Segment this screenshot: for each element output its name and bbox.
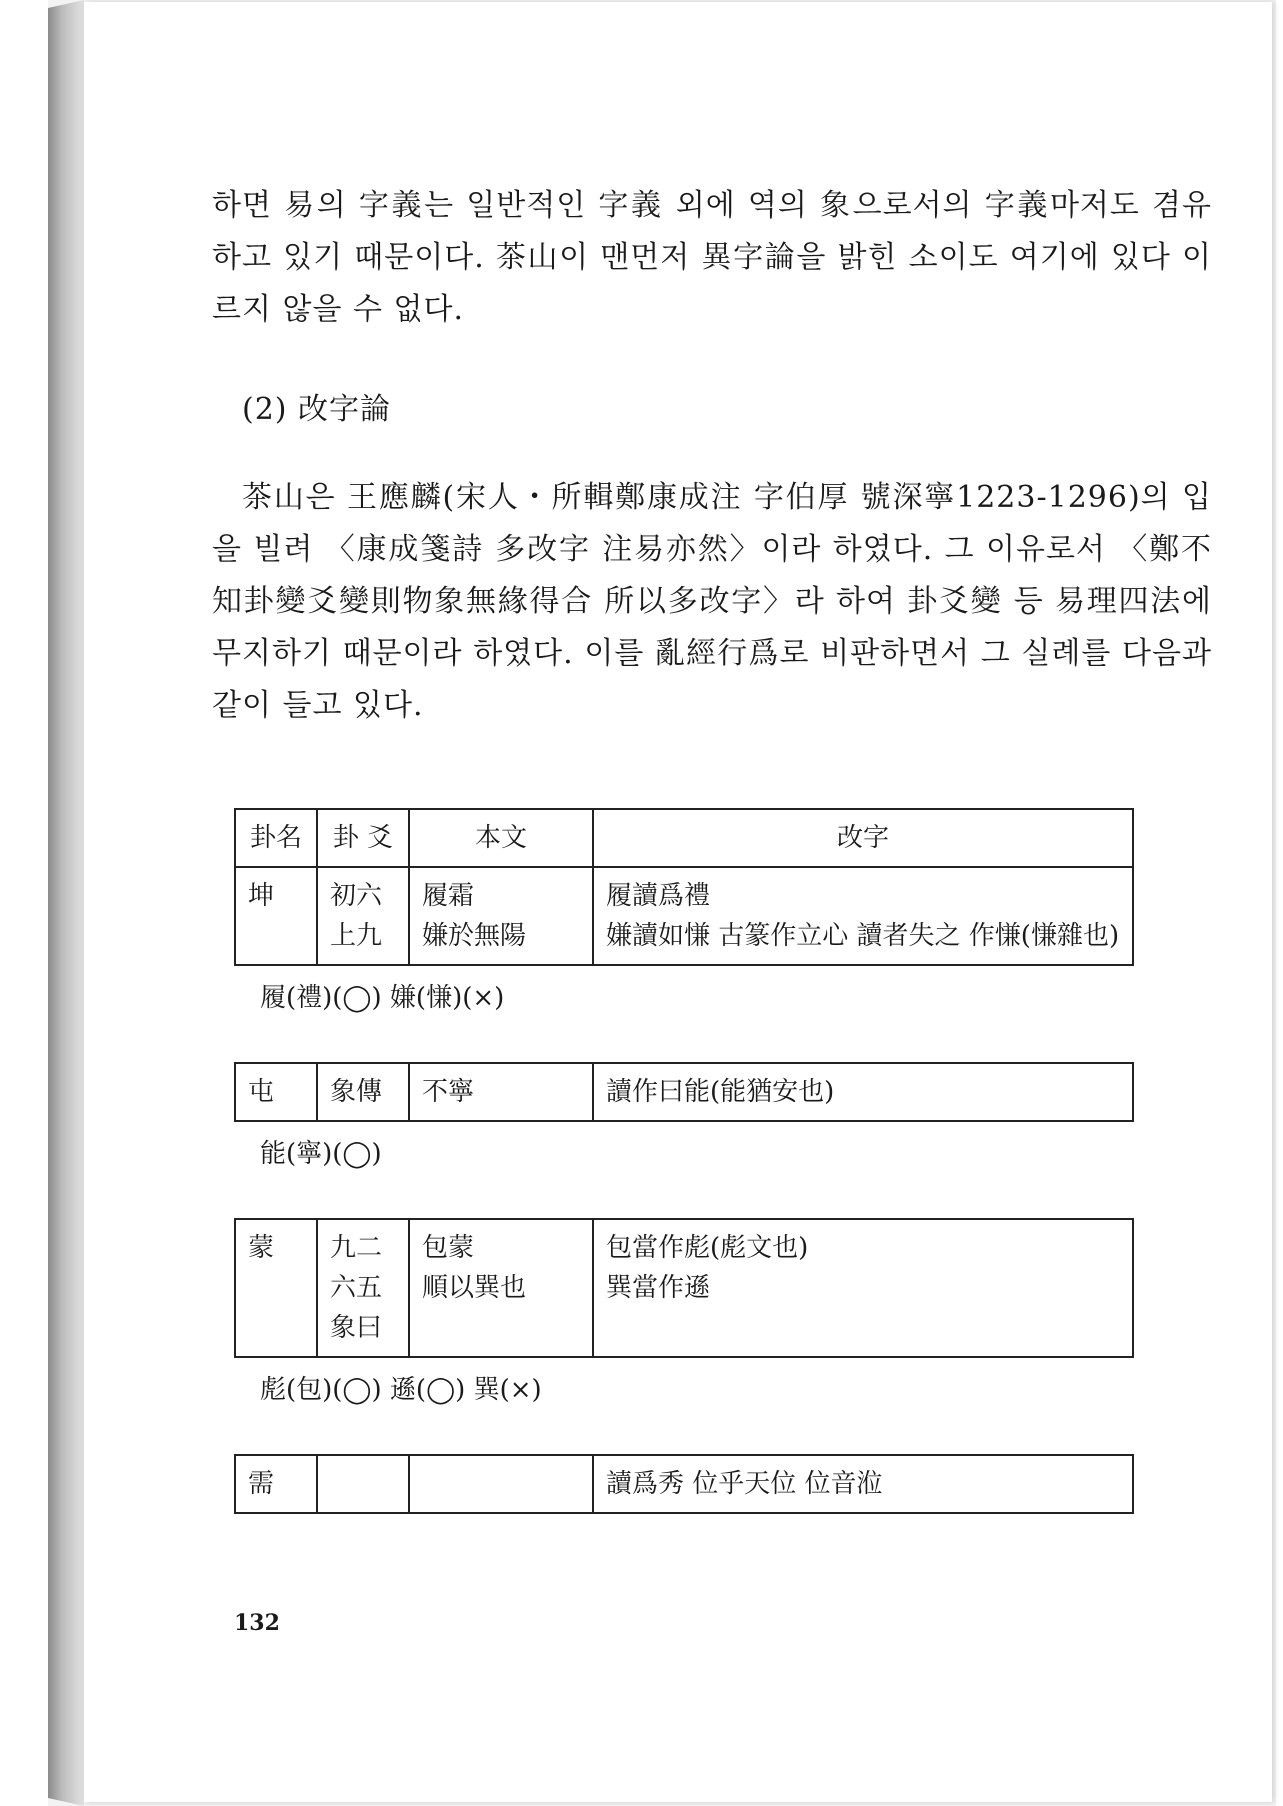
book-page (84, 2, 1272, 1802)
yao-line: 象傳 (330, 1077, 383, 1107)
gua-table-xu (234, 1454, 1134, 1514)
page-content (212, 180, 1212, 1514)
text-cell (409, 1455, 593, 1513)
text-line: 順以巽也 (422, 1273, 527, 1303)
yao-line: 象曰 (330, 1313, 383, 1343)
table-header-row (235, 809, 1133, 867)
yao-cell (317, 867, 409, 965)
gua-table-kun (234, 808, 1134, 966)
gua-table-zhun (234, 1062, 1134, 1122)
table-note: 能(寧)(◯) (260, 1139, 382, 1169)
text-line: 履霜 (422, 881, 475, 911)
header-gua-yao: 卦 爻 (317, 809, 409, 867)
change-line: 包當作彪(彪文也) (606, 1233, 809, 1263)
section-heading: (2) 改字論 (242, 392, 392, 427)
text-cell (409, 867, 593, 965)
yao-line: 九二 (330, 1233, 383, 1263)
gua-name-cell: 坤 (235, 867, 317, 965)
change-line: 嫌讀如慊 古篆作立心 讀者失之 作慊(慊雜也) (606, 921, 1120, 951)
text-cell (409, 1219, 593, 1357)
yao-cell (317, 1219, 409, 1357)
paragraph-2: 茶山은 王應麟(宋人・所輯鄭康成注 字伯厚 號深寧1223-1296)의 입을 빌려 〈康成箋詩 多改字 注易亦然〉이라 하였다. 그 이유로서 〈鄭不知卦變爻變則物象無緣得合 所以多改字〉라 하여 卦爻變 등 易理四法에 무지하기 때문이라 하였다. 이를 亂經行爲로 비판하면서 그 실례를 다음과 같이 들고 있다. (212, 480, 1212, 723)
gua-name-cell: 蒙 (235, 1219, 317, 1357)
yao-line: 初六 (330, 881, 383, 911)
change-cell (593, 867, 1133, 965)
yao-cell (317, 1455, 409, 1513)
table-row (235, 1219, 1133, 1357)
change-cell (593, 1219, 1133, 1357)
table-row (235, 867, 1133, 965)
table-note: 履(禮)(◯) 嫌(慊)(×) (260, 983, 505, 1013)
paragraph-1: 하면 易의 字義는 일반적인 字義 외에 역의 象으로서의 字義마저도 겸유하고 있기 때문이다. 茶山이 맨먼저 異字論을 밝힌 소이도 여기에 있다 이르지 않을 수 없다. (212, 188, 1212, 327)
gua-table-meng (234, 1218, 1134, 1358)
change-cell (593, 1455, 1133, 1513)
header-changed-char: 改字 (593, 809, 1133, 867)
change-line: 讀爲秀 位乎天位 位音涖 (606, 1469, 883, 1499)
text-line: 嫌於無陽 (422, 921, 527, 951)
table-note: 彪(包)(◯) 遜(◯) 巽(×) (260, 1375, 542, 1405)
header-gua-name: 卦名 (235, 809, 317, 867)
book-spine (48, 0, 84, 1806)
yao-line: 六五 (330, 1273, 383, 1303)
gua-name-cell: 需 (235, 1455, 317, 1513)
text-line: 包蒙 (422, 1233, 475, 1263)
yao-line: 上九 (330, 921, 383, 951)
page-number: 132 (234, 1610, 280, 1636)
yao-cell (317, 1063, 409, 1121)
table-row (235, 1063, 1133, 1121)
change-cell (593, 1063, 1133, 1121)
change-line: 巽當作遜 (606, 1273, 711, 1303)
change-line: 讀作曰能(能猶安也) (606, 1077, 835, 1107)
text-line: 不寧 (422, 1077, 475, 1107)
gua-name-cell: 屯 (235, 1063, 317, 1121)
change-line: 履讀爲禮 (606, 881, 711, 911)
text-cell (409, 1063, 593, 1121)
table-row (235, 1455, 1133, 1513)
header-original-text: 本文 (409, 809, 593, 867)
